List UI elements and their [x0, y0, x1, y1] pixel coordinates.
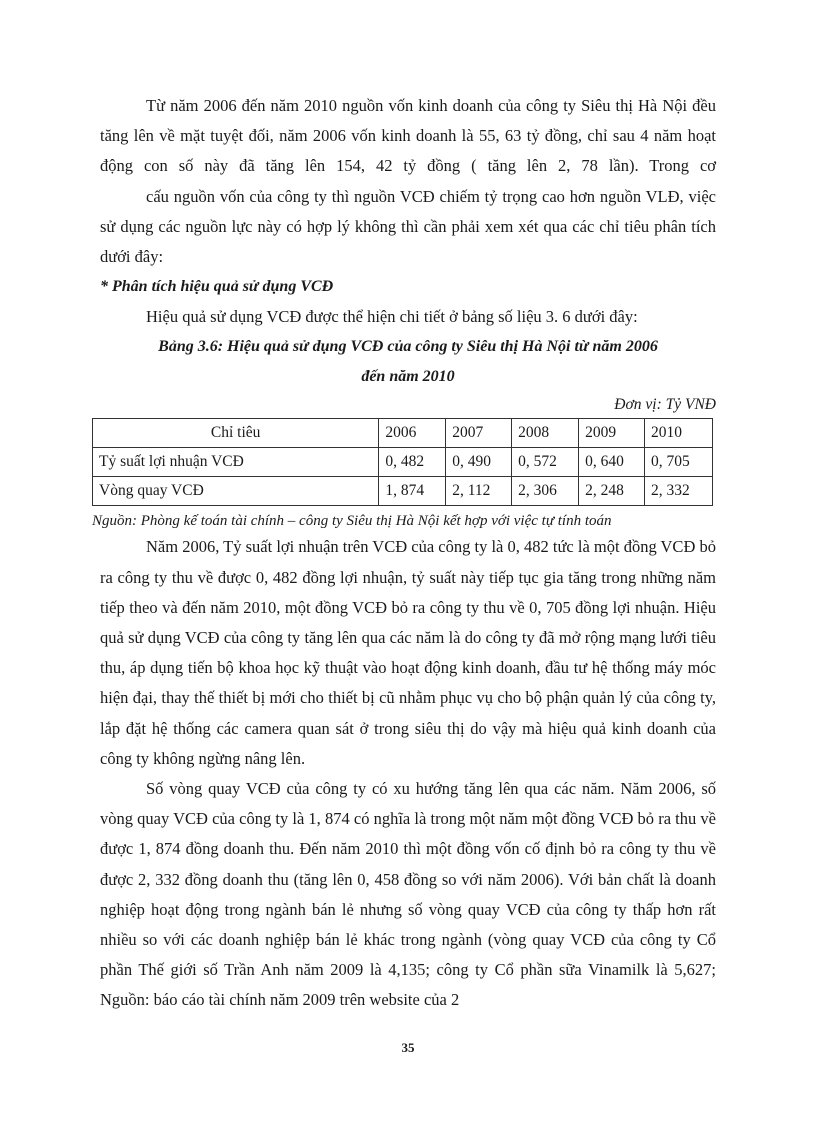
- intro-sentence: Hiệu quả sử dụng VCĐ được thể hiện chi tiết ở bảng số liệu 3. 6 dưới đây:: [146, 307, 638, 327]
- table-header-year: 2006: [379, 419, 446, 448]
- efficiency-table: [92, 418, 713, 506]
- table-cell: 2, 112: [446, 477, 512, 506]
- table-row-label: Vòng quay VCĐ: [93, 477, 379, 506]
- table-header-year: 2009: [579, 419, 645, 448]
- table-cell: 0, 482: [379, 448, 446, 477]
- table-row: [93, 448, 713, 477]
- table-header-row: [93, 419, 713, 448]
- table-header-year: 2008: [512, 419, 579, 448]
- section-heading: * Phân tích hiệu quả sử dụng VCĐ: [100, 278, 334, 296]
- paragraph-profit-ratio: Năm 2006, Tỷ suất lợi nhuận trên VCĐ của công ty là 0, 482 tức là một đồng VCĐ bỏ ra công ty thu về được 0, 482 đồng lợi nhuận, tỷ suất này tiếp tục gia tăng trong những năm tiếp theo và đến năm 2010, một đồng VCĐ bỏ ra công ty thu về 0, 705 đồng lợi nhuận. Hiệu quả sử dụng VCĐ của công ty tăng lên qua các năm là do công ty đã mở rộng mạng lưới tiêu thu, áp dụng tiến bộ khoa học kỹ thuật vào hoạt động kinh doanh, đầu tư hệ thống máy móc hiện đại, thay thế thiết bị mới cho thiết bị cũ nhằm phục vụ cho bộ phận quản lý của công ty, lắp đặt hệ thống các camera quan sát ở trong siêu thị do vậy mà hiệu quả kinh doanh của công ty không ngừng nâng lên.: [100, 537, 716, 768]
- unit-label: Đơn vị: Tỷ VNĐ: [614, 396, 716, 414]
- paragraph-intro: Từ năm 2006 đến năm 2010 nguồn vốn kinh doanh của công ty Siêu thị Hà Nội đều tăng lên về mặt tuyệt đối, năm 2006 vốn kinh doanh là 55, 63 tỷ đồng, chỉ sau 4 năm hoạt động con số này đã tăng lên 154, 42 tỷ đồng ( tăng lên 2, 78 lần). Trong cơ: [100, 96, 716, 176]
- table-cell: 2, 332: [645, 477, 713, 506]
- table-cell: 0, 572: [512, 448, 579, 477]
- table-header-year: 2007: [446, 419, 512, 448]
- table-cell: 2, 306: [512, 477, 579, 506]
- table-cell: 1, 874: [379, 477, 446, 506]
- table-cell: 2, 248: [579, 477, 645, 506]
- table-header-year: 2010: [645, 419, 713, 448]
- table-row: [93, 477, 713, 506]
- table-caption-line2: đến năm 2010: [361, 368, 455, 386]
- page-number: 35: [401, 1040, 415, 1055]
- table-row-label: Tỷ suất lợi nhuận VCĐ: [93, 448, 379, 477]
- document-page: [92, 91, 716, 1016]
- table-cell: 0, 640: [579, 448, 645, 477]
- table-cell: 0, 490: [446, 448, 512, 477]
- source-note: Nguồn: Phòng kế toán tài chính – công ty Siêu thị Hà Nội kết hợp với việc tự tính toán: [92, 513, 612, 530]
- table-caption: [100, 332, 716, 392]
- table-caption-line1: Bảng 3.6: Hiệu quả sử dụng VCĐ của công ty Siêu thị Hà Nội từ năm 2006: [158, 338, 658, 356]
- paragraph-capital-structure: cấu nguồn vốn của công ty thì nguồn VCĐ chiếm tỷ trọng cao hơn nguồn VLĐ, việc sử dụng các nguồn lực này có hợp lý không thì cần phải xem xét qua các chỉ tiêu phân tích dưới đây:: [100, 186, 716, 267]
- table-header-label: Chỉ tiêu: [93, 419, 379, 448]
- table-cell: 0, 705: [645, 448, 713, 477]
- paragraph-turnover: Số vòng quay VCĐ của công ty có xu hướng tăng lên qua các năm. Năm 2006, số vòng quay VCĐ của công ty là 1, 874 có nghĩa là trong một năm một đồng VCĐ bỏ ra thu về được 1, 874 đồng doanh thu. Đến năm 2010 thì một đồng vốn cố định bỏ ra công ty thu về được 2, 332 đồng doanh thu (tăng lên 0, 458 đồng so với năm 2006). Với bản chất là doanh nghiệp hoạt động trong ngành bán lẻ nhưng số vòng quay VCĐ của công ty thấp hơn rất nhiều so với các doanh nghiệp bán lẻ khác trong ngành (vòng quay VCĐ của công ty Cổ phần Thế giới số Trần Anh năm 2009 là 4,135; công ty Cổ phần sữa Vinamilk là 5,627; Nguồn: báo cáo tài chính năm 2009 trên website của 2: [100, 779, 716, 1010]
